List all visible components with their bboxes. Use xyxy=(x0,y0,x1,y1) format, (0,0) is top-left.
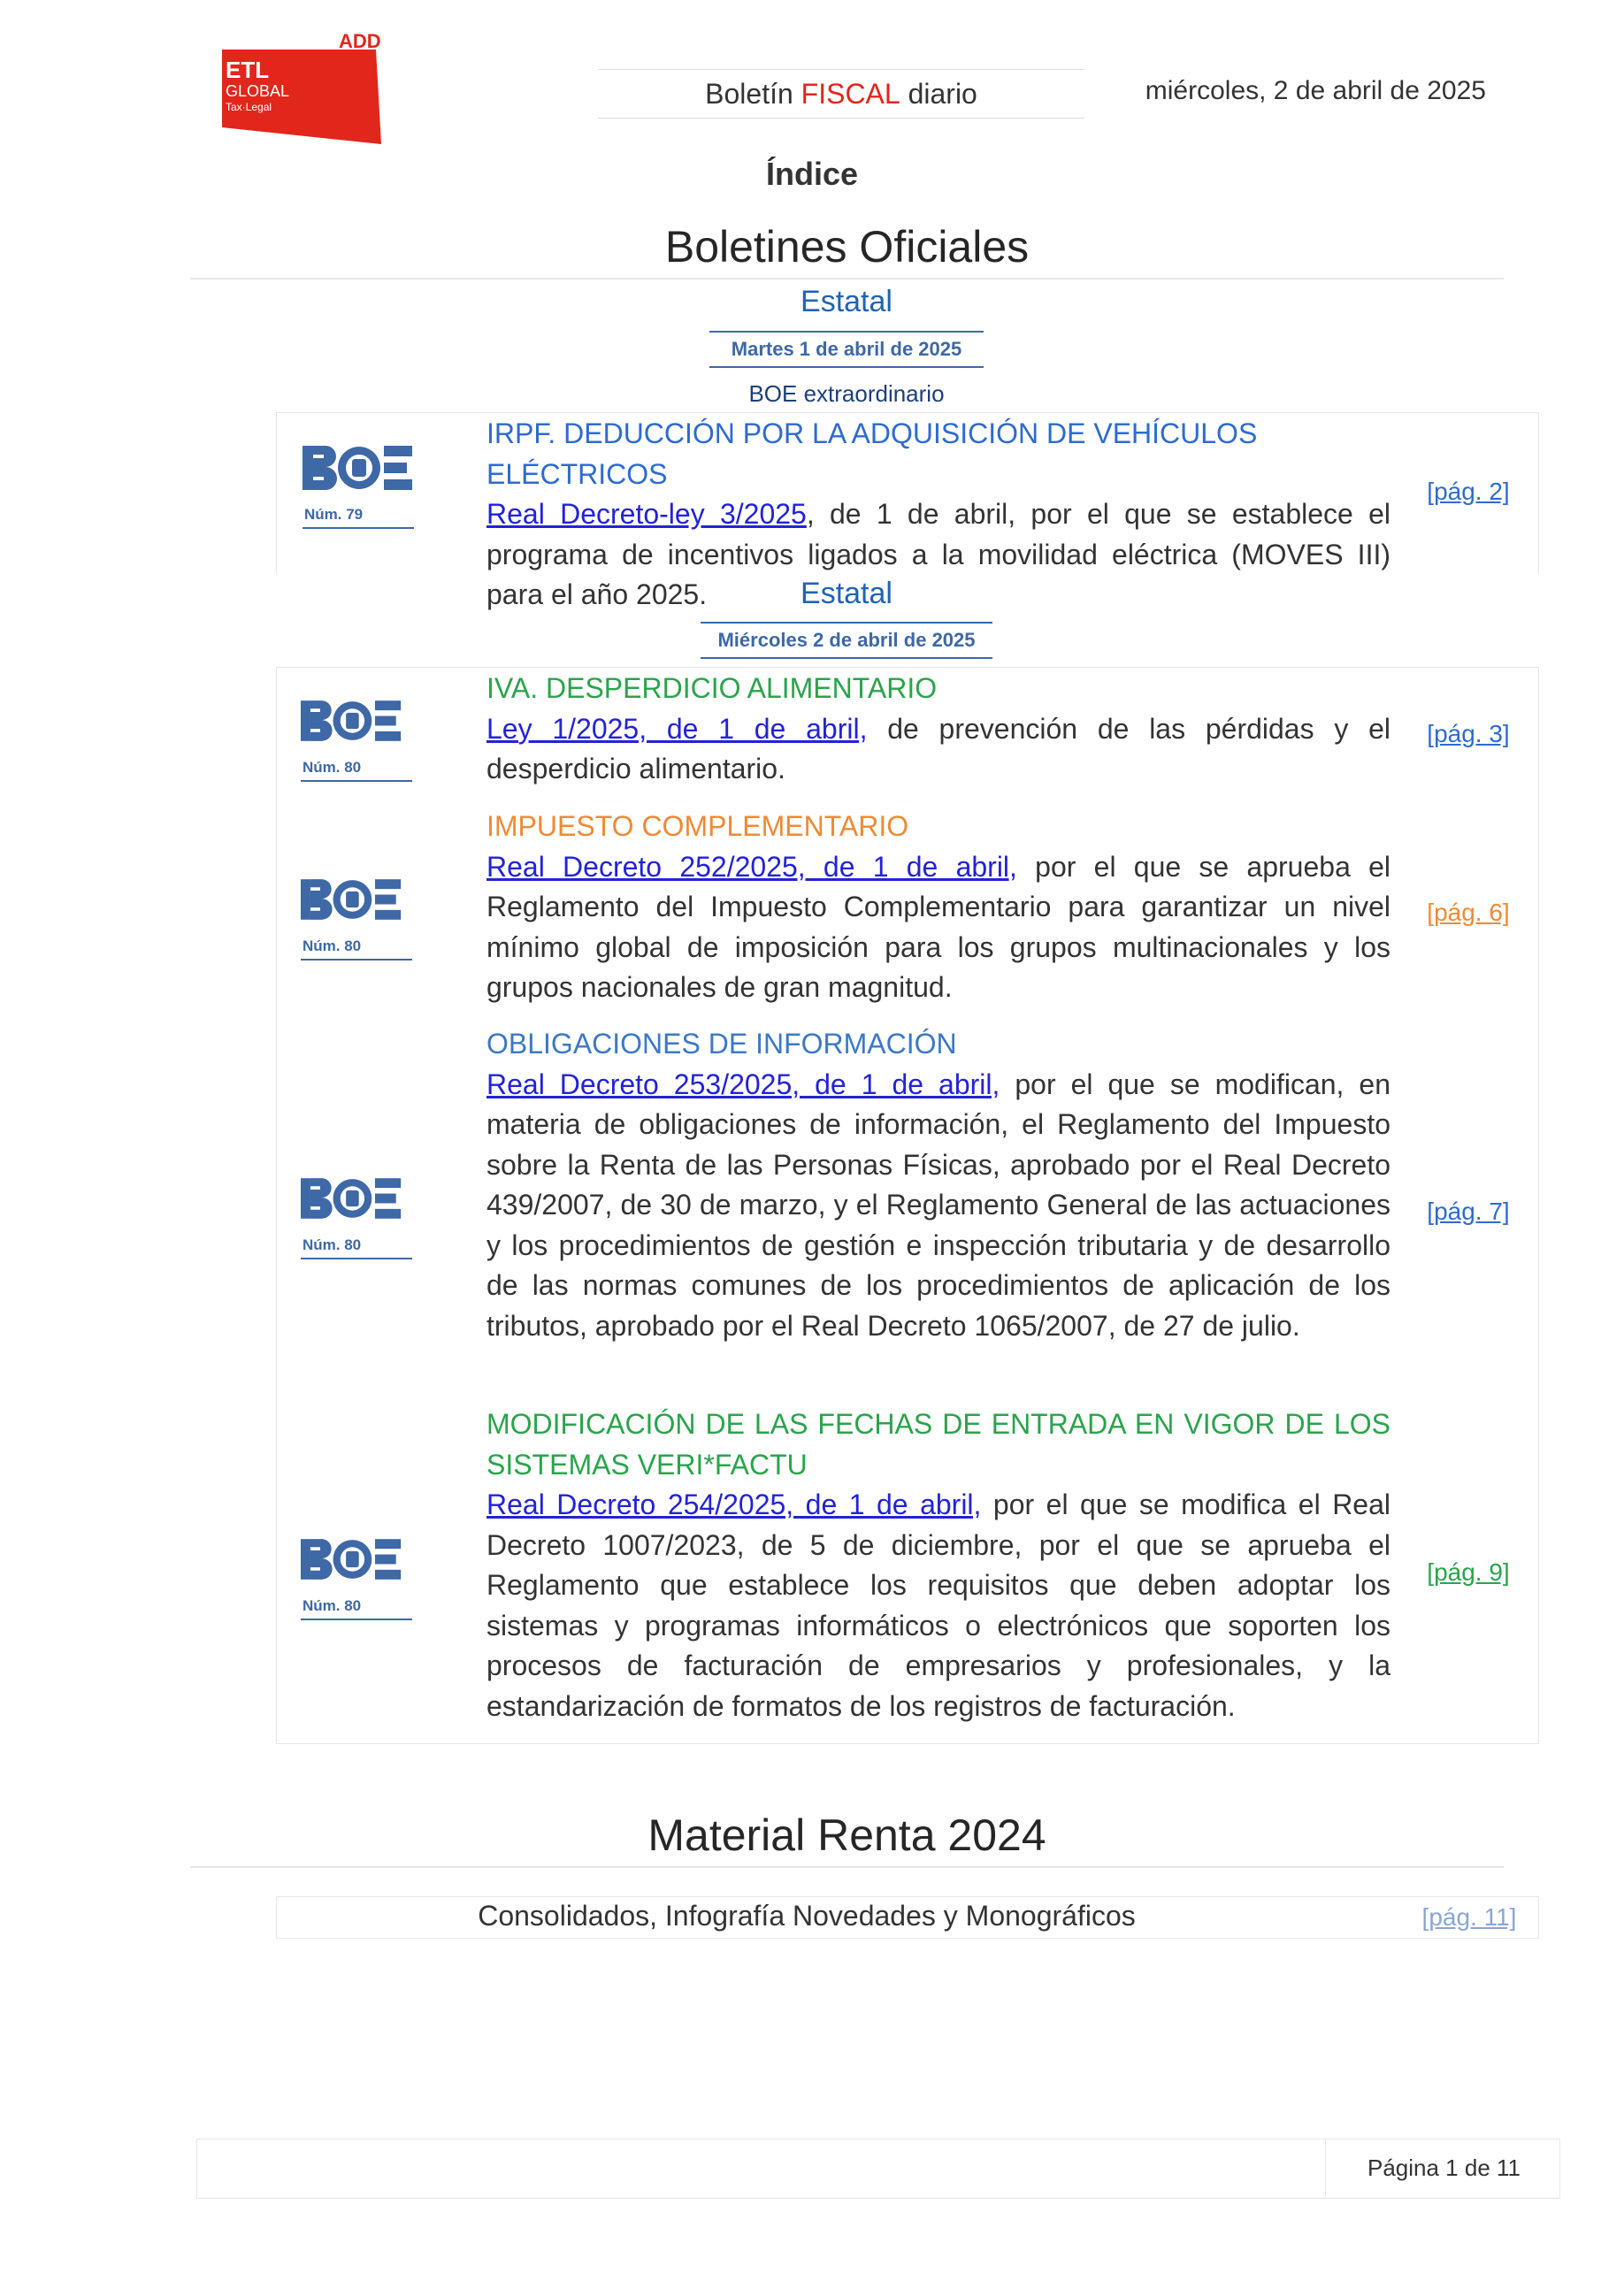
boe-number: Núm. 80 xyxy=(301,932,412,960)
entry-text: de prevención de las pérdidas y el desperdicio alimentario. xyxy=(486,712,1390,784)
entry-text: , de 1 de abril, por el que se establece el programa de incentivos ligados a la movilidad eléctrica (MOVES III) para el año 2025. xyxy=(486,498,1391,610)
page-link[interactable]: [pág. 2] xyxy=(1427,478,1510,505)
group-date: Miércoles 2 de abril de 2025 xyxy=(701,622,992,659)
material-item: Consolidados, Infografía Novedades y Monográficos xyxy=(478,1900,1136,1932)
logo-badge: ADD xyxy=(339,34,381,52)
boe-logo xyxy=(301,1175,412,1259)
entry-link[interactable]: Real Decreto 254/2025, de 1 de abril, xyxy=(486,1489,982,1520)
boe-number: Núm. 80 xyxy=(301,1592,412,1620)
logo-brand: ETL xyxy=(226,57,270,83)
bulletin-entry xyxy=(486,669,1390,790)
bulletin-entry xyxy=(486,1404,1390,1726)
page-link[interactable]: [pág. 7] xyxy=(1427,1198,1510,1225)
bulletin-entry xyxy=(486,1024,1390,1346)
footer-divider xyxy=(1325,2139,1326,2197)
boe-number: Núm. 80 xyxy=(301,1231,412,1259)
entry-category: MODIFICACIÓN DE LAS FECHAS DE ENTRADA EN VIGOR DE LOS SISTEMAS VERI*FACTU xyxy=(486,1408,1390,1481)
boe-mark-icon xyxy=(303,444,414,492)
title-post: diario xyxy=(908,77,977,110)
group-subtitle: BOE extraordinario xyxy=(748,380,945,407)
boe-logo xyxy=(303,444,414,529)
boe-logo xyxy=(301,1535,412,1620)
entry-category: OBLIGACIONES DE INFORMACIÓN xyxy=(486,1028,957,1060)
boe-mark-icon xyxy=(301,697,402,745)
entry-text: por el que se modifica el Real Decreto 1007/2023, de 5 de diciembre, por el que se aprueba el Reglamento que establece los requisitos que deben adoptar los sistemas y programas informáticos o electrónicos que soporten los procesos de facturación de empresarios y profesionales, y la estandarización de formatos de los registros de facturación. xyxy=(486,1489,1391,1722)
page-link[interactable]: [pág. 11] xyxy=(1421,1903,1517,1931)
boe-number: Núm. 79 xyxy=(303,501,414,529)
etl-global-logo xyxy=(217,34,383,144)
boe-mark-icon xyxy=(301,876,402,923)
group-scope: Estatal xyxy=(801,285,892,318)
entry-category: IRPF. DEDUCCIÓN POR LA ADQUISICIÓN DE VEHÍCULOS ELÉCTRICOS xyxy=(486,417,1258,490)
page-link[interactable]: [pág. 3] xyxy=(1427,720,1510,747)
entry-link[interactable]: Real Decreto 252/2025, de 1 de abril, xyxy=(486,850,1017,883)
boe-logo xyxy=(301,876,412,960)
boe-mark-icon xyxy=(301,1175,402,1222)
index-title: Índice xyxy=(765,156,859,192)
page-link[interactable]: [pág. 6] xyxy=(1427,899,1510,926)
header-date: miércoles, 2 de abril de 2025 xyxy=(1145,76,1486,105)
group-date: Martes 1 de abril de 2025 xyxy=(709,331,984,368)
entry-category: IVA. DESPERDICIO ALIMENTARIO xyxy=(486,672,938,704)
boe-logo xyxy=(301,697,412,782)
section-title-material: Material Renta 2024 xyxy=(190,1810,1504,1868)
bulletin-entry xyxy=(486,807,1390,1008)
page-number: Página 1 de 11 xyxy=(1367,2154,1521,2181)
group-scope: Estatal xyxy=(801,577,892,610)
page-link[interactable]: [pág. 9] xyxy=(1427,1558,1510,1586)
entry-link[interactable]: Real Decreto 253/2025, de 1 de abril, xyxy=(486,1068,1000,1100)
entry-text: por el que se modifican, en materia de obligaciones de información, el Reglamento del Impuesto sobre la Renta de las Personas Físicas, aprobado por el Real Decreto 439/2007, de 30 de marzo, y el Reglamento General de las actuaciones y los procedimientos de gestión e inspección tributaria y de desarrollo de las normas comunes de los procedimientos de aplicación de los tributos, aprobado por el Real Decreto 1065/2007, de 27 de julio. xyxy=(486,1068,1391,1342)
title-pre: Boletín xyxy=(705,77,793,110)
boe-mark-icon xyxy=(301,1535,402,1583)
entry-category: IMPUESTO COMPLEMENTARIO xyxy=(486,810,909,842)
entry-link[interactable]: Ley 1/2025, de 1 de abril, xyxy=(486,712,868,745)
logo-line2: GLOBAL xyxy=(226,82,290,100)
entry-link[interactable]: Real Decreto-ley 3/2025 xyxy=(486,498,807,530)
boe-number: Núm. 80 xyxy=(301,754,412,782)
bulletin-title xyxy=(598,69,1084,119)
entry-text: por el que se aprueba el Reglamento del Impuesto Complementario para garantizar un nivel mínimo global de imposición para los grupos multinacionales y los grupos nacionales de gran magnitud. xyxy=(486,850,1391,1003)
section-title-boletines: Boletines Oficiales xyxy=(190,221,1504,279)
title-accent: FISCAL xyxy=(801,77,900,110)
logo-line3: Tax·Legal xyxy=(226,101,272,113)
